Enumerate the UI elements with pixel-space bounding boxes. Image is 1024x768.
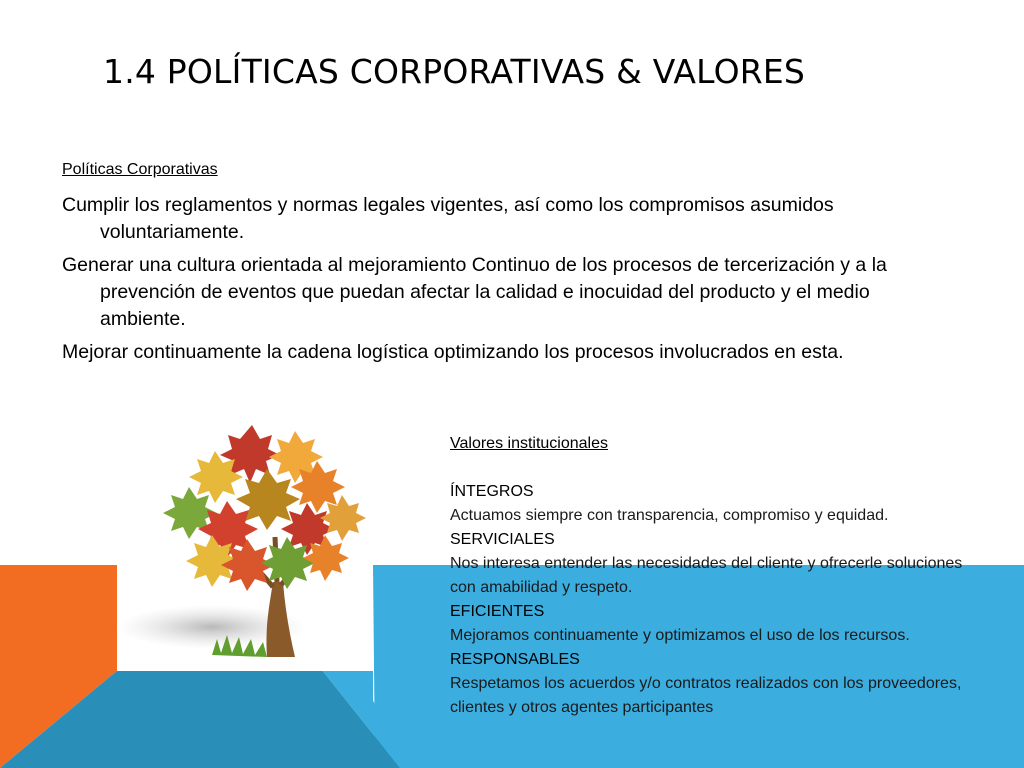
policy-item: Mejorar continuamente la cadena logística optimizando los procesos involucrados en esta. [62, 341, 844, 363]
policies-heading: Políticas Corporativas [62, 161, 218, 178]
values-tree-illustration [117, 417, 373, 671]
value-description: Respetamos los acuerdos y/o contratos realizados con los proveedores, clientes y otros agentes participantes [450, 675, 962, 716]
value-description: Mejoramos continuamente y optimizamos el uso de los recursos. [450, 627, 910, 644]
value-description: Nos interesa entender las necesidades del cliente y ofrecerle soluciones con amabilidad y respeto. [450, 555, 963, 596]
values-heading: Valores institucionales [450, 435, 609, 452]
value-description: Actuamos siempre con transparencia, compromiso y equidad. [450, 507, 889, 524]
value-name: ÍNTEGROS [450, 483, 534, 500]
corporate-policies [62, 160, 952, 372]
value-name: EFICIENTES [450, 603, 545, 620]
tree-icon [117, 417, 373, 671]
tree-leaves [163, 425, 366, 591]
slide-title: 1.4 POLÍTICAS CORPORATIVAS & VALORES [103, 52, 806, 91]
policy-item: Generar una cultura orientada al mejoramiento Continuo de los procesos de tercerización y a la prevención de eventos que puedan afectar la calidad e inocuidad del producto y el medio ambiente. [62, 254, 887, 330]
policy-item: Cumplir los reglamentos y normas legales vigentes, así como los compromisos asumidos voluntariamente. [62, 194, 834, 243]
value-name: RESPONSABLES [450, 651, 580, 668]
institutional-values [450, 432, 980, 720]
value-name: SERVICIALES [450, 531, 555, 548]
